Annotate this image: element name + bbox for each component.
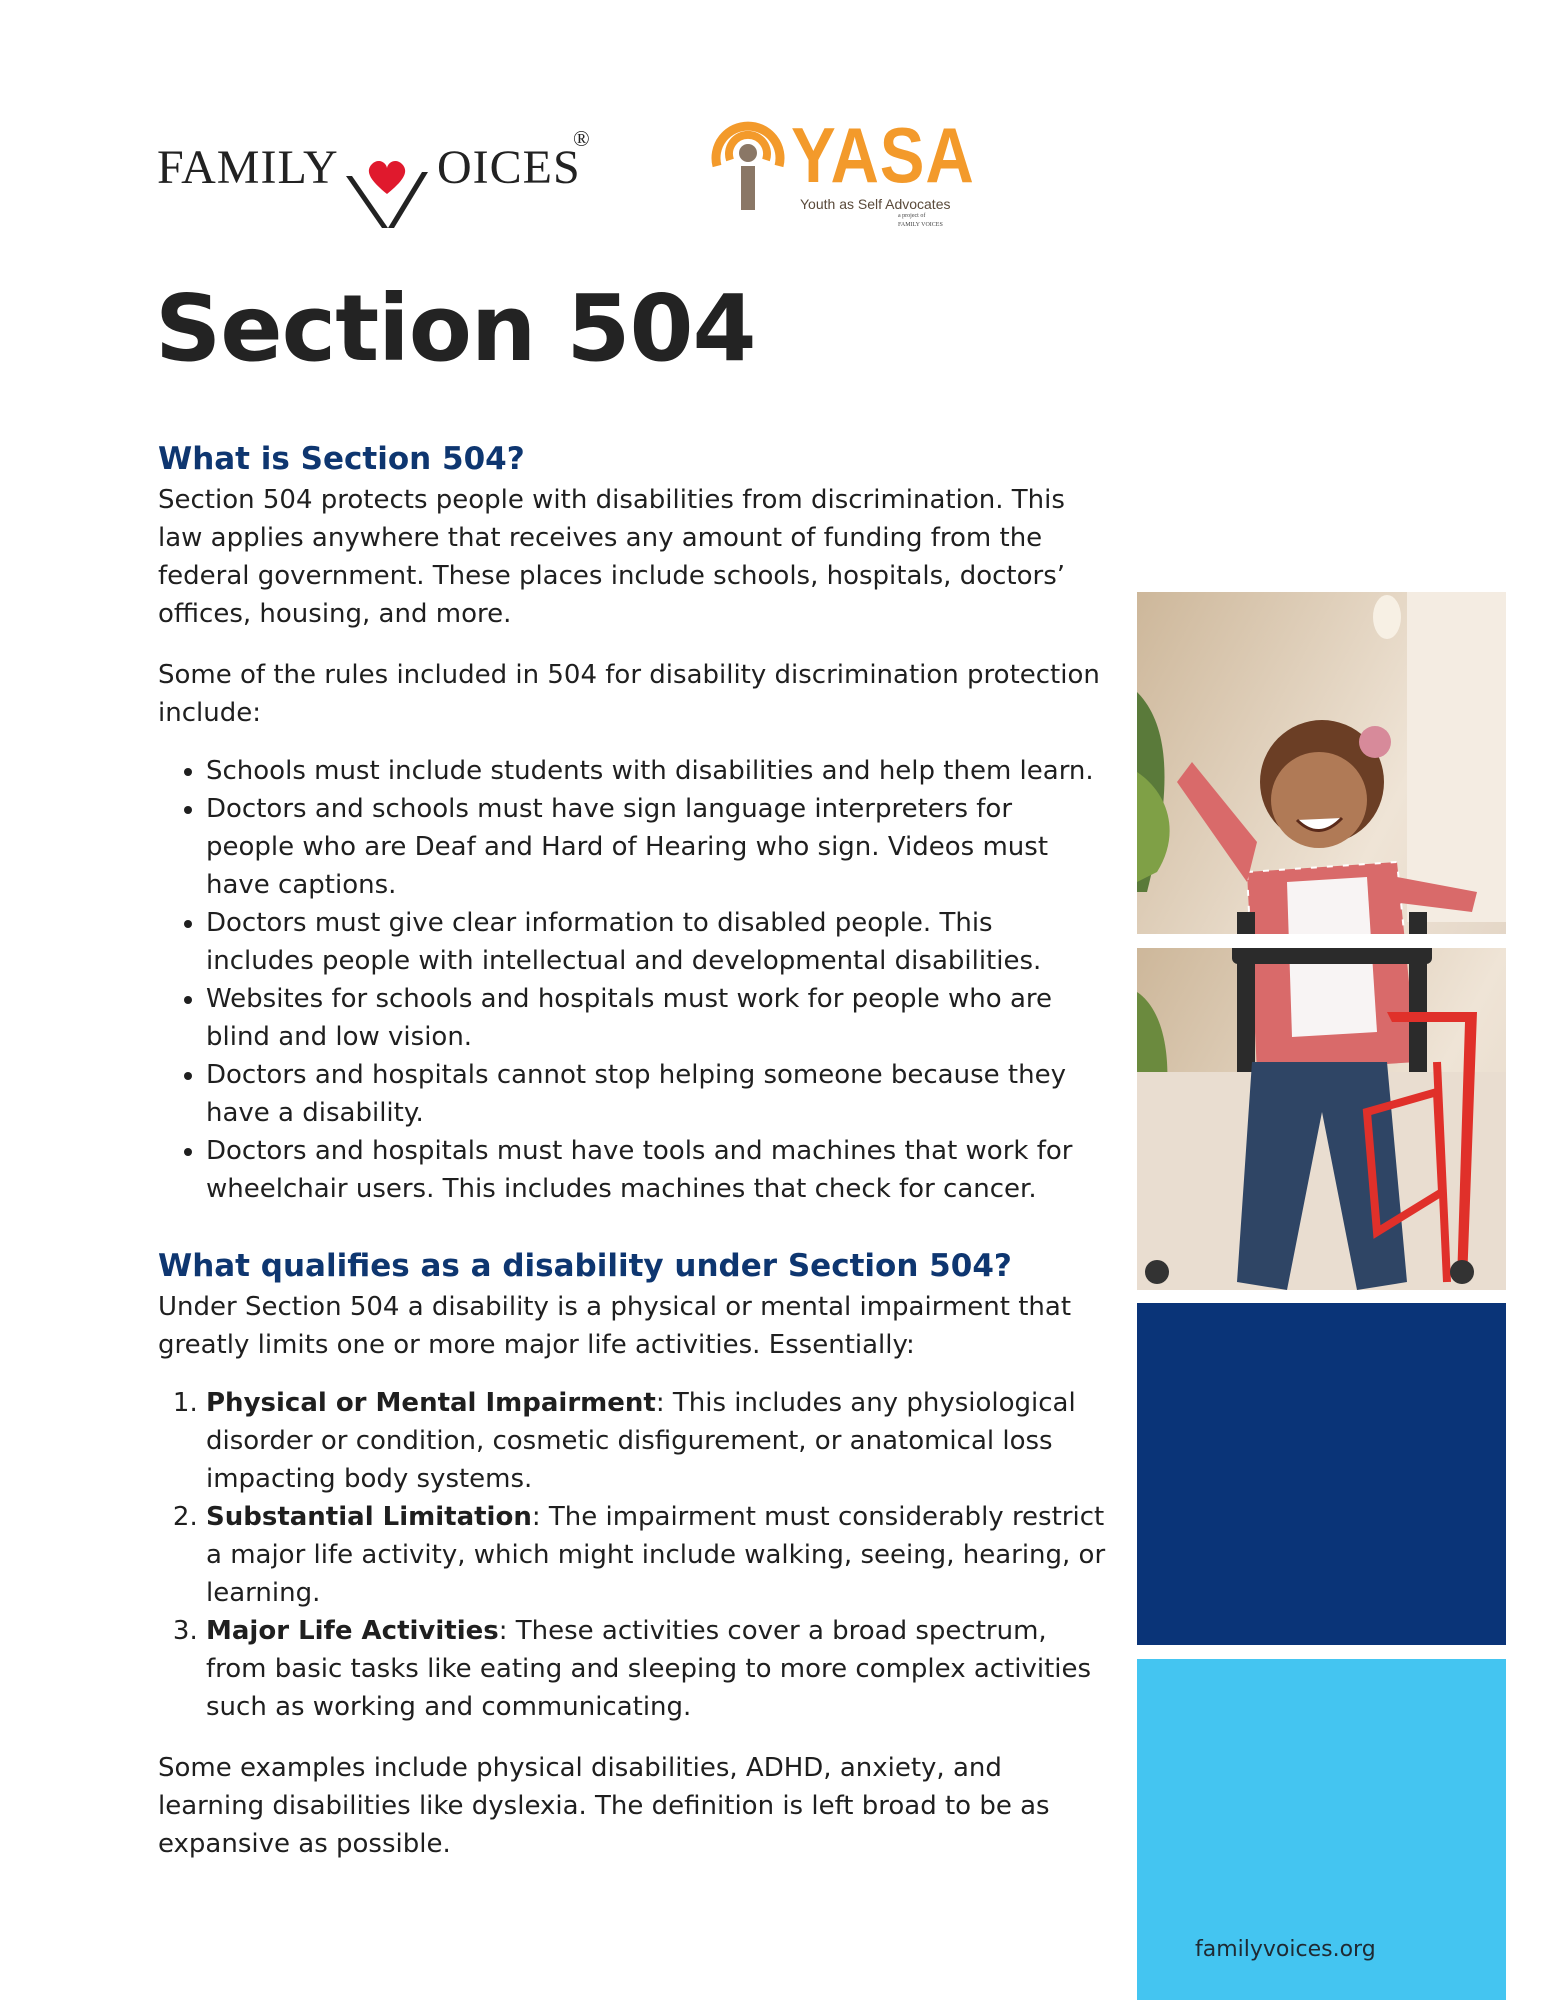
family-voices-heart-v-icon [342, 158, 432, 230]
family-voices-logo [157, 118, 597, 230]
list-item: • Doctors must give clear information to disabled people. This includes people with intellectual and developmental disabilities. [206, 904, 1108, 980]
list-item [206, 1384, 1108, 1498]
list-item: • Schools must include students with disabilities and help them learn. [206, 752, 1108, 790]
list-item: • Doctors and hospitals cannot stop helping someone because they have a disability. [206, 1056, 1108, 1132]
section-heading-qualifies: What qualifies as a disability under Section 504? [158, 1248, 1012, 1284]
family-voices-logo-word-left: FAMILY [157, 141, 339, 194]
section2-closing: Some examples include physical disabilities, ADHD, anxiety, and learning disabilities like dyslexia. The definition is left broad to be as expansive as possible. [158, 1753, 1050, 1859]
criteria-text: : This includes any physiological disorder or condition, cosmetic disfigurement, or anatomical loss impacting body systems. [206, 1388, 1076, 1494]
registered-mark: ® [573, 126, 590, 151]
page-title: Section 504 [155, 275, 756, 382]
yasa-wordmark: YASA [791, 111, 975, 199]
rules-bullet-list [158, 752, 1108, 1208]
yasa-project-org: FAMILY VOICES [898, 222, 943, 228]
broadcast-person-icon [703, 114, 793, 214]
main-content [158, 437, 1108, 1863]
list-item: • Doctors and schools must have sign language interpreters for people who are Deaf and Hard of Hearing who sign. Videos must have captions. [206, 790, 1108, 904]
criteria-text: : These activities cover a broad spectrum, from basic tasks like eating and sleeping to more complex activities such as working and communicating. [206, 1616, 1092, 1722]
section1-paragraph-2: Some of the rules included in 504 for disability discrimination protection include: [158, 660, 1100, 728]
yasa-logo [703, 111, 975, 234]
list-item [206, 1612, 1108, 1726]
yasa-project-line: a project of [898, 213, 926, 219]
section1-paragraph-1: Section 504 protects people with disabilities from discrimination. This law applies anywhere that receives any amount of funding from the federal government. These places include schools, hospitals, doctors’ offices, housing, and more. [158, 485, 1066, 629]
criteria-term: Physical or Mental Impairment [206, 1388, 656, 1418]
navy-color-block [1137, 1303, 1506, 1645]
criteria-term: Substantial Limitation [206, 1502, 532, 1532]
list-item [206, 1498, 1108, 1612]
list-item: • Websites for schools and hospitals must work for people who are blind and low vision. [206, 980, 1108, 1056]
list-item: • Doctors and hospitals must have tools and machines that work for wheelchair users. This includes machines that check for cancer. [206, 1132, 1108, 1208]
section2-intro: Under Section 504 a disability is a physical or mental impairment that greatly limits one or more major life activities. Essentially: [158, 1292, 1072, 1360]
criteria-term: Major Life Activities [206, 1616, 499, 1646]
criteria-numbered-list [158, 1384, 1108, 1726]
photo-child-with-walker-top [1137, 592, 1506, 934]
yasa-tagline: Youth as Self Advocates [800, 196, 951, 212]
criteria-text: : The impairment must considerably restrict a major life activity, which might include walking, seeing, hearing, or learning. [206, 1502, 1106, 1608]
photo-child-with-walker-bottom [1137, 948, 1506, 1290]
family-voices-logo-word-right: OICES [437, 141, 581, 194]
website-url: familyvoices.org [1195, 1937, 1376, 1962]
section-heading-what-is: What is Section 504? [158, 441, 525, 477]
heart-icon [369, 161, 405, 194]
